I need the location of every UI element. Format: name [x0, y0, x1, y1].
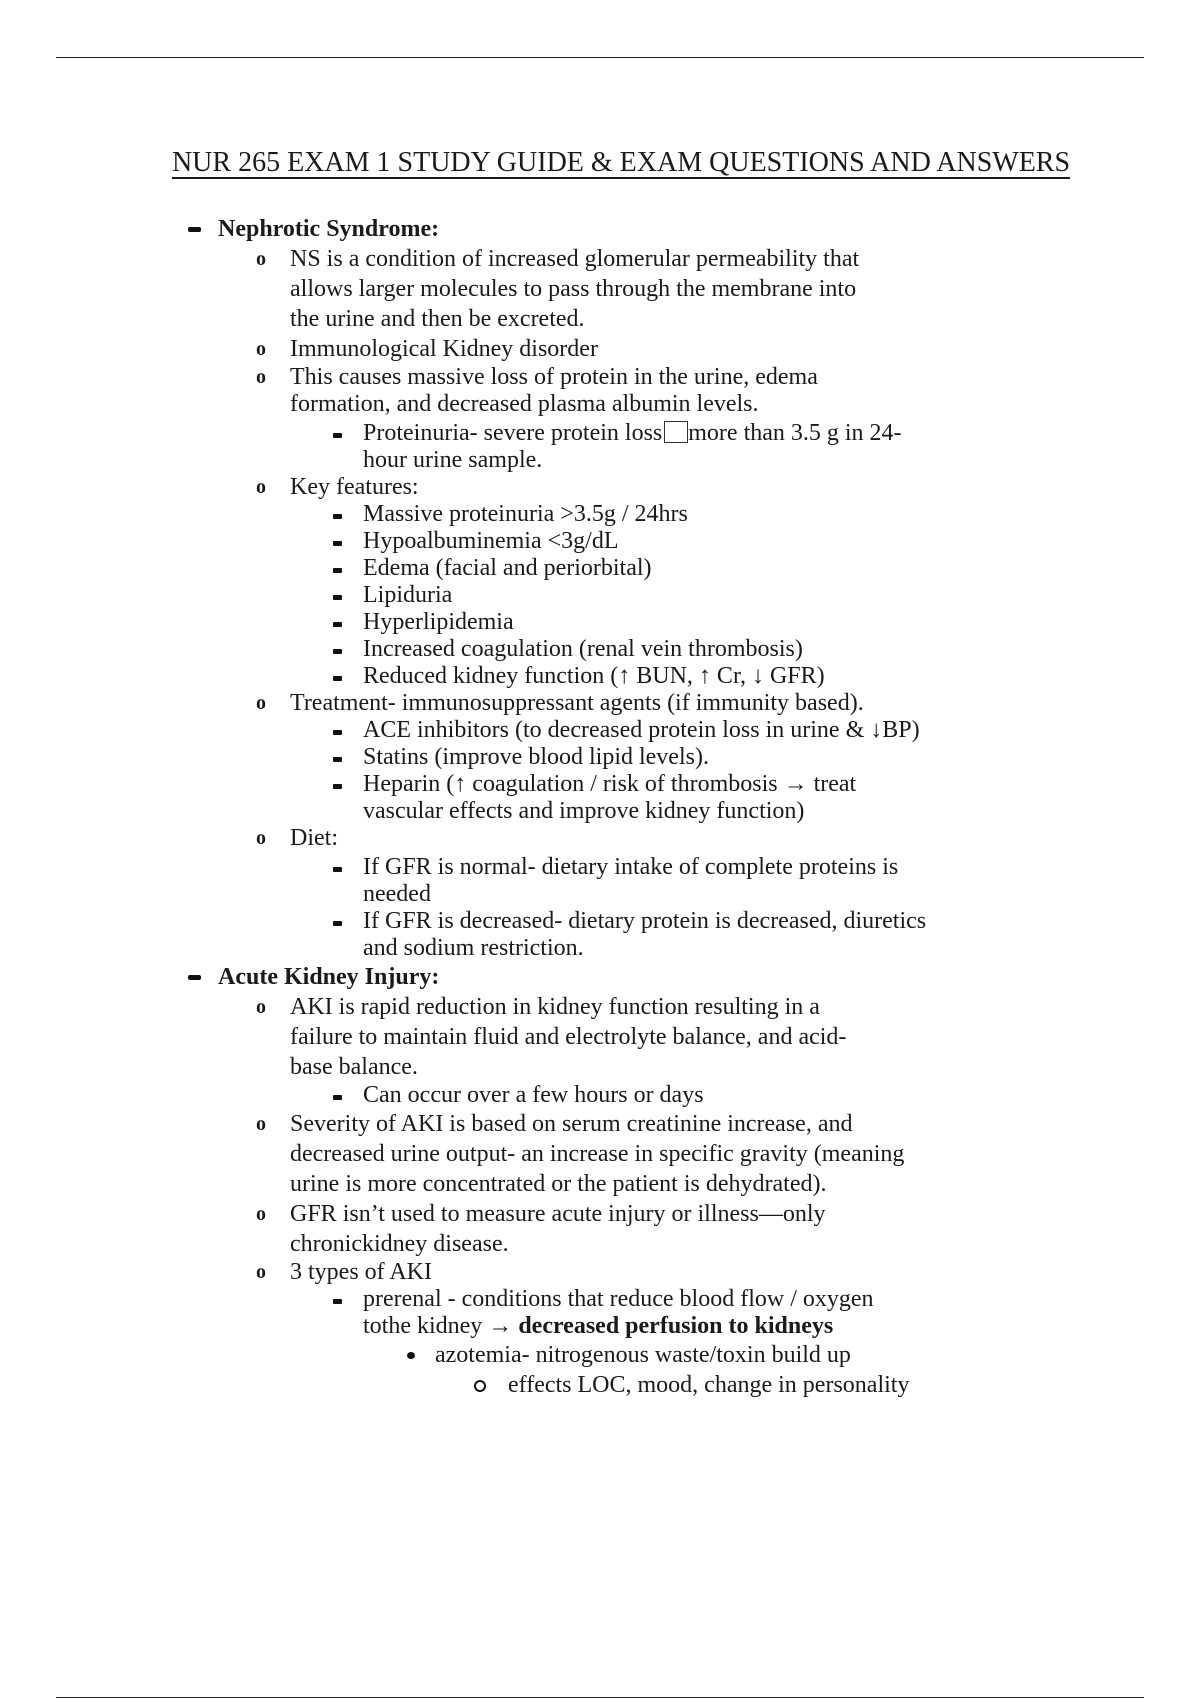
page-title: NUR 265 EXAM 1 STUDY GUIDE & EXAM QUESTIONS AND ANSWERS [171, 147, 1071, 178]
dash-bullet-icon [333, 622, 342, 627]
list-item: Hyperlipidemia [363, 609, 1200, 636]
circle-bullet-icon: o [256, 1261, 266, 1283]
circle-bullet-icon: o [256, 827, 266, 849]
bullet-icon [188, 227, 201, 232]
dash-bullet-icon [333, 867, 342, 872]
list-item: effects LOC, mood, change in personality [508, 1370, 1200, 1400]
list-item: Statins (improve blood lipid levels). [363, 744, 1200, 771]
list-item: Edema (facial and periorbital) [363, 555, 1200, 582]
dash-bullet-icon [333, 433, 342, 438]
dash-bullet-icon [333, 921, 342, 926]
missing-glyph-icon [664, 421, 688, 443]
dash-bullet-icon [333, 676, 342, 681]
dash-bullet-icon [333, 514, 342, 519]
list-item: Massive proteinuria >3.5g / 24hrs [363, 501, 1200, 528]
list-item: Hypoalbuminemia <3g/dL [363, 528, 1200, 555]
list-item: prerenal - conditions that reduce blood flow / oxygen tothe kidney → decreased perfusion to kidneys [363, 1286, 1200, 1340]
circle-bullet-icon: o [256, 248, 266, 270]
list-item: Lipiduria [363, 582, 1200, 609]
list-item: o Key features: [256, 474, 419, 500]
circle-bullet-icon: o [256, 1113, 266, 1135]
bottom-rule [56, 1697, 1144, 1698]
list-item: ACE inhibitors (to decreased protein loss in urine & ↓BP) [363, 717, 1200, 744]
list-item: o AKI is rapid reduction in kidney function resulting in a failure to maintain fluid and electrolyte balance, and acid- base balance. [256, 994, 847, 1080]
bullet-icon [188, 975, 201, 980]
hollow-circle-bullet-icon [474, 1380, 486, 1392]
document-body [0, 214, 1200, 1400]
list-item: Heparin (↑ coagulation / risk of thrombosis → treat vascular effects and improve kidney function) [363, 771, 1200, 825]
circle-bullet-icon: o [256, 366, 266, 388]
list-item: o This causes massive loss of protein in the urine, edema formation, and decreased plasma albumin levels. [256, 364, 818, 417]
list-item: azotemia- nitrogenous waste/toxin build up [435, 1340, 1200, 1370]
dash-bullet-icon [333, 595, 342, 600]
circle-bullet-icon: o [256, 692, 266, 714]
section-heading-nephrotic: Nephrotic Syndrome: [218, 214, 1200, 244]
dash-bullet-icon [333, 649, 342, 654]
list-item: o Treatment- immunosuppressant agents (if immunity based). [256, 690, 864, 716]
list-item: Increased coagulation (renal vein thrombosis) [363, 636, 1200, 663]
dash-bullet-icon [333, 757, 342, 762]
list-item: o Diet: [256, 825, 338, 851]
circle-bullet-icon: o [256, 996, 266, 1018]
top-rule [56, 57, 1144, 58]
dash-bullet-icon [333, 541, 342, 546]
list-item: o Severity of AKI is based on serum creatinine increase, and decreased urine output- an increase in specific gravity (meaning urine is more concentrated or the patient is dehydrated). [256, 1111, 905, 1197]
list-item: If GFR is decreased- dietary protein is decreased, diuretics and sodium restriction. [363, 908, 1200, 962]
dash-bullet-icon [333, 568, 342, 573]
list-item: o GFR isn’t used to measure acute injury or illness—only chronickidney disease. [256, 1201, 826, 1257]
list-item: o Immunological Kidney disorder [256, 336, 598, 362]
dash-bullet-icon [333, 1095, 342, 1100]
list-item: Proteinuria- severe protein loss more than 3.5 g in 24- hour urine sample. [363, 420, 1200, 474]
circle-bullet-icon: o [256, 1203, 266, 1225]
dash-bullet-icon [333, 730, 342, 735]
list-item: Reduced kidney function (↑ BUN, ↑ Cr, ↓ GFR) [363, 663, 1200, 690]
dash-bullet-icon [333, 784, 342, 789]
list-item: o NS is a condition of increased glomerular permeability that allows larger molecules to pass through the membrane into the urine and then be excreted. [256, 246, 860, 332]
list-item: If GFR is normal- dietary intake of complete proteins is needed [363, 854, 1200, 908]
dot-bullet-icon [407, 1352, 415, 1359]
list-item: o 3 types of AKI [256, 1259, 432, 1285]
circle-bullet-icon: o [256, 338, 266, 360]
circle-bullet-icon: o [256, 476, 266, 498]
list-item: Can occur over a few hours or days [363, 1082, 1200, 1109]
dash-bullet-icon [333, 1299, 342, 1304]
section-heading-aki: Acute Kidney Injury: [218, 962, 1200, 992]
